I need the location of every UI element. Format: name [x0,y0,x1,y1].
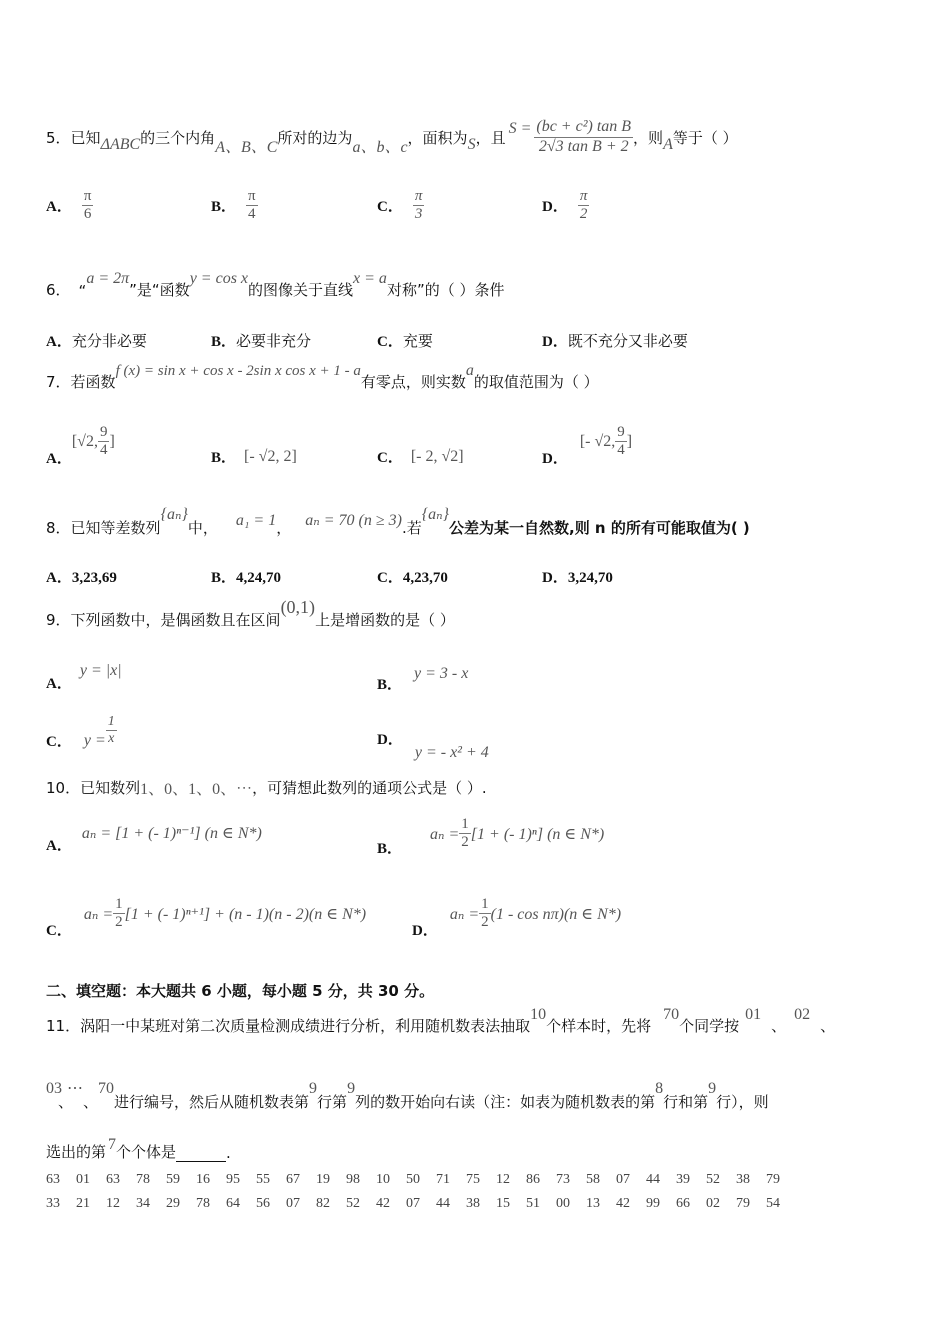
q11-text-1: 涡阳一中某班对第二次质量检测成绩进行分析，利用随机数表法抽取 [80,1017,531,1035]
q7-number: 7． [46,373,71,391]
q6-line-eq: x = a [353,270,387,287]
q10-option-b-den: 2 [461,834,469,851]
q11-number: 11． [46,1017,81,1035]
q9-option-c-fraction [106,714,117,747]
q10-option-a-text: aₙ = [1 + (- 1)ⁿ⁻¹] (n ∈ N*) [81,824,262,842]
q5-triangle: ΔABC [100,136,141,153]
q9-number: 9． [46,611,71,629]
q11-text-7: 行和第 [663,1093,709,1111]
q10-option-b-num: 1 [459,816,471,834]
q9-option-a-label: A． [46,676,72,692]
q10-text-2: ，可猜想此数列的通项公式是（ ）. [252,779,487,797]
q5-option-d-label: D． [542,199,568,216]
q9-option-b-text: y = 3 - x [414,664,469,682]
table-cell: 82 [316,1196,330,1211]
q5-formula-lhs: S = [508,120,532,137]
q10-option-b-fraction [459,816,471,852]
q10-option-d[interactable] [412,896,622,940]
table-cell: 39 [676,1172,690,1187]
q10-option-c-den: 2 [115,914,123,931]
q6-text-1: “ [78,282,87,300]
q7-option-b-text: [- √2, 2] [244,447,297,465]
q6-option-a[interactable] [46,330,147,351]
q10-option-d-post: (1 - cos nπ)(n ∈ N*) [490,905,622,923]
q11-text-4: 进行编号，然后从随机数表第 [114,1093,310,1111]
q6-option-c-text: 充要 [402,332,433,350]
table-cell: 02 [706,1196,720,1211]
q7-option-d-label: D． [542,451,568,468]
table-cell: 95 [226,1172,240,1187]
q7-option-b[interactable] [211,446,297,467]
q5-formula-denominator: 2√3 tan B + 2 [538,137,629,155]
table-cell: 16 [196,1172,210,1187]
q8-option-d-text: 3,24,70 [567,570,613,586]
q6-option-a-text: 充分非必要 [71,332,147,350]
q11-text-6: 列的数开始向右读（注：如表为随机数表的第 [355,1093,656,1111]
q10-option-d-pre: aₙ = [449,905,480,923]
q10-option-a[interactable] [46,822,262,854]
q7-option-d-den: 4 [617,442,625,459]
q9-text-2: 上是增函数的是（ ） [315,611,455,629]
q7-option-a-fraction [98,424,110,460]
table-cell: 34 [136,1196,150,1211]
q5-line [46,112,738,162]
q11-text-5: 行第 [317,1093,348,1111]
q7-option-c-text: [- 2, √2] [410,447,464,465]
q11-text-2: 个样本时，先将 [546,1017,652,1035]
q11-answer-blank[interactable] [176,1161,226,1162]
q8-a1: a₁ = 1 [235,512,277,529]
q9-option-c-num: 1 [106,714,117,731]
q11-line-2 [46,1078,769,1112]
q7-option-d-num: 9 [615,424,627,442]
table-cell: 07 [406,1196,420,1211]
q5-option-a[interactable] [46,188,93,224]
q6-option-d-label: D． [542,334,568,350]
q6-option-c-label: C． [377,334,403,350]
q6-option-b[interactable] [211,330,311,351]
q7-text-1: 若函数 [70,373,116,391]
q11-text-11: . [226,1144,231,1162]
q8-option-b-text: 4,24,70 [236,570,282,586]
q8-line [46,504,750,538]
q10-option-c-label: C． [46,923,72,940]
q10-option-b-post: [1 + (- 1)ⁿ] (n ∈ N*) [470,825,605,843]
q5-a-symbol: A [663,136,673,153]
q8-option-a-label: A． [46,570,72,586]
q11-code-02: 02 [794,1006,811,1023]
q11-text-9: 选出的第 [46,1143,107,1161]
q5-option-b-den: 4 [248,206,256,223]
q11-code-01: 01 [745,1006,762,1023]
q9-option-d-label: D． [377,732,403,748]
q5-sides: a、b、c [352,138,408,156]
table-cell: 00 [556,1196,570,1211]
q11-row-8: 8 [655,1080,664,1097]
q6-option-d[interactable] [542,330,688,351]
table-cell: 64 [226,1196,240,1211]
q10-option-d-num: 1 [479,896,491,914]
q6-function: y = cos x [189,270,249,287]
q5-number: 5． [46,128,71,147]
table-cell: 56 [256,1196,270,1211]
table-cell: 29 [166,1196,180,1211]
q10-option-d-den: 2 [481,914,489,931]
table-cell: 19 [316,1172,330,1187]
q11-text-3: 个同学按 [679,1017,740,1035]
q6-condition: a = 2π [86,270,130,287]
q7-option-a-den: 4 [99,442,108,459]
q10-sequence: 1、0、1、0、⋯ [140,781,253,798]
q11-line-1 [46,1004,906,1036]
q10-option-d-label: D． [412,923,438,940]
q7-option-b-label: B． [211,450,237,466]
table-cell: 55 [256,1172,270,1187]
q7-option-a-post: ] [109,432,115,450]
q10-option-a-label: A． [46,838,72,854]
q5-angles: A、B、C [215,138,278,156]
q11-dots: ⋯ [67,1080,84,1097]
q8-sequence: {aₙ} [160,506,188,523]
q8-option-d[interactable] [542,566,613,587]
table-cell: 52 [346,1196,360,1211]
q5-option-c[interactable] [377,188,424,224]
q5-option-a-den: 6 [83,206,92,223]
q10-option-c-num: 1 [113,896,125,914]
q5-option-c-den: 3 [414,206,423,223]
q7-option-a-pre: [√2, [71,432,98,450]
q7-text-3: 的取值范围为（ ） [473,373,599,391]
q7-line [46,362,599,392]
q10-line [46,776,487,799]
q6-number: 6． [46,281,71,299]
table-cell: 01 [76,1172,90,1187]
q5-s-symbol: S [467,136,476,153]
table-cell: 63 [106,1172,120,1187]
q7-option-c-label: C． [377,450,403,466]
table-cell: 21 [76,1196,90,1211]
q9-option-d-text: y = - x² + 4 [414,743,489,761]
q5-option-d-den: 2 [579,206,588,223]
q6-text-4: 对称”的（ ）条件 [386,281,505,299]
q5-option-b-fraction [246,188,258,224]
q7-option-d[interactable] [542,424,633,468]
q6-option-b-text: 必要非充分 [236,332,312,350]
table-cell: 78 [196,1196,210,1211]
q8-number: 8． [46,519,71,537]
q10-option-b-label: B． [377,841,403,858]
q5-text-3: 所对的边为 [277,128,353,147]
q11-sep-2: 、 [820,1017,836,1035]
q9-option-c-den: x [108,731,115,747]
q6-line [46,270,504,300]
q11-sep-4: 、 [83,1093,99,1111]
table-cell: 71 [436,1172,450,1187]
q11-text-10: 个个体是 [116,1143,177,1161]
q8-text-5: 公差为某一自然数,则 n 的所有可能取值为( ) [449,519,750,537]
q5-option-c-num: π [413,188,425,206]
table-cell: 66 [676,1196,690,1211]
table-cell: 67 [286,1172,300,1187]
q9-option-b[interactable] [377,663,469,693]
q5-option-d[interactable] [542,188,589,224]
q11-col-9: 9 [347,1080,356,1097]
q10-option-c-post: [1 + (- 1)ⁿ⁺¹] + (n - 1)(n - 2)(n ∈ N*) [124,905,367,923]
q6-option-b-label: B． [211,334,237,350]
q10-option-d-fraction [479,896,491,932]
q7-option-d-fraction [615,424,627,460]
q6-option-d-text: 既不充分又非必要 [567,332,688,350]
section-title: 二、填空题：本大题共 6 小题，每小题 5 分，共 30 分。 [46,982,435,1000]
table-cell: 54 [766,1196,780,1211]
table-cell: 42 [376,1196,390,1211]
table-cell: 12 [496,1172,510,1187]
q7-function: f (x) = sin x + cos x - 2sin x cos x + 1 - a [115,363,361,379]
q10-option-b-pre: aₙ = [430,825,460,843]
q5-text-6: ，则 [633,128,664,147]
q5-option-b[interactable] [211,188,258,224]
q11-code-03: 03 [46,1080,62,1097]
q11-n10: 10 [530,1006,547,1023]
table-row-8 [46,1172,796,1196]
q10-number: 10． [46,779,81,797]
table-cell: 50 [406,1172,420,1187]
q9-option-c-label: C． [46,734,72,751]
q5-option-a-fraction [82,188,94,224]
q8-option-a[interactable] [46,566,117,587]
q11-sep-1: 、 [771,1017,787,1035]
table-cell: 07 [616,1172,630,1187]
table-cell: 79 [766,1172,780,1187]
q5-option-a-num: π [82,188,94,206]
table-cell: 38 [466,1196,480,1211]
q9-line [46,598,455,630]
table-cell: 58 [586,1172,600,1187]
q5-text-5: ，且 [475,128,506,147]
table-cell: 59 [166,1172,180,1187]
table-cell: 10 [376,1172,390,1187]
q8-text-3: ， [276,519,292,537]
q5-formula-fraction [534,118,633,156]
q5-text-1: 已知 [70,128,101,147]
q5-text-2: 的三个内角 [140,128,216,147]
table-cell: 98 [346,1172,360,1187]
q5-option-c-label: C． [377,199,403,216]
table-cell: 15 [496,1196,510,1211]
q9-text-1: 下列函数中，是偶函数且在区间 [70,611,281,629]
q11-sep-3: 、 [58,1093,74,1111]
q8-text-4: .若 [401,519,422,537]
table-cell: 75 [466,1172,480,1187]
table-cell: 38 [736,1172,750,1187]
q8-option-b-label: B． [211,570,237,586]
q7-option-a-num: 9 [98,424,110,442]
q7-option-a-label: A． [46,451,72,468]
q10-option-c-fraction [113,896,125,932]
q6-text-2: ”是“函数 [129,281,190,299]
q7-text-2: 有零点，则实数 [360,373,466,391]
q7-option-a[interactable] [46,424,115,468]
q6-option-a-label: A． [46,334,72,350]
table-cell: 51 [526,1196,540,1211]
q10-text-1: 已知数列 [80,779,141,797]
q9-interval: (0,1) [280,597,316,617]
q8-option-c-text: 4,23,70 [402,570,448,586]
table-cell: 44 [436,1196,450,1211]
q7-option-d-post: ] [626,432,633,450]
q8-text-2: 中， [187,519,218,537]
q9-option-c[interactable] [46,714,117,751]
random-number-table [46,1172,796,1220]
q5-option-a-label: A． [46,199,72,216]
q10-option-c-pre: aₙ = [83,905,114,923]
q11-n70: 70 [663,1006,680,1023]
table-cell: 99 [646,1196,660,1211]
q5-formula-numerator: (bc + c²) tan B [534,118,633,137]
q11-row-9b: 9 [708,1080,717,1097]
table-cell: 07 [286,1196,300,1211]
q8-sequence-2: {aₙ} [421,506,450,523]
q8-option-b[interactable] [211,566,281,587]
table-cell: 79 [736,1196,750,1211]
q5-option-b-num: π [246,188,258,206]
q11-text-8: 行），则 [716,1093,769,1111]
table-cell: 86 [526,1172,540,1187]
q8-an: aₙ = 70 (n ≥ 3) [305,512,402,529]
table-cell: 78 [136,1172,150,1187]
table-cell: 63 [46,1172,60,1187]
q5-text-7: 等于（ ） [672,128,738,147]
q11-line-3 [46,1136,231,1162]
q11-code-70: 70 [98,1080,115,1097]
table-cell: 33 [46,1196,60,1211]
q8-option-d-label: D． [542,570,568,586]
q5-text-4: ，面积为 [407,128,468,147]
q11-n7: 7 [108,1136,117,1153]
table-cell: 44 [646,1172,660,1187]
q10-option-b[interactable] [377,816,605,858]
q10-option-c[interactable] [46,896,367,940]
q6-option-c[interactable] [377,330,433,351]
q8-option-a-text: 3,23,69 [71,570,117,586]
q7-a-symbol: a [465,362,474,379]
q9-option-a-text: y = |x| [79,661,122,679]
q8-text-1: 已知等差数列 [70,519,161,537]
table-row-9 [46,1196,796,1220]
table-cell: 13 [586,1196,600,1211]
q8-option-c-label: C． [377,570,403,586]
q5-option-d-num: π [578,188,590,206]
q5-option-c-fraction [413,188,425,224]
table-cell: 12 [106,1196,120,1211]
q7-option-d-pre: [- √2, [579,432,616,450]
table-cell: 42 [616,1196,630,1211]
q8-option-c[interactable] [377,566,448,587]
q9-option-a[interactable] [46,660,122,692]
q11-row-9: 9 [309,1080,318,1097]
table-cell: 52 [706,1172,720,1187]
q9-option-b-label: B． [377,677,403,693]
q5-option-b-label: B． [211,199,237,216]
q5-option-d-fraction [578,188,590,224]
q9-option-d[interactable] [377,730,489,761]
q7-option-c[interactable] [377,446,464,467]
q6-text-3: 的图像关于直线 [248,281,354,299]
table-cell: 73 [556,1172,570,1187]
q9-option-c-pre: y = [83,731,106,749]
